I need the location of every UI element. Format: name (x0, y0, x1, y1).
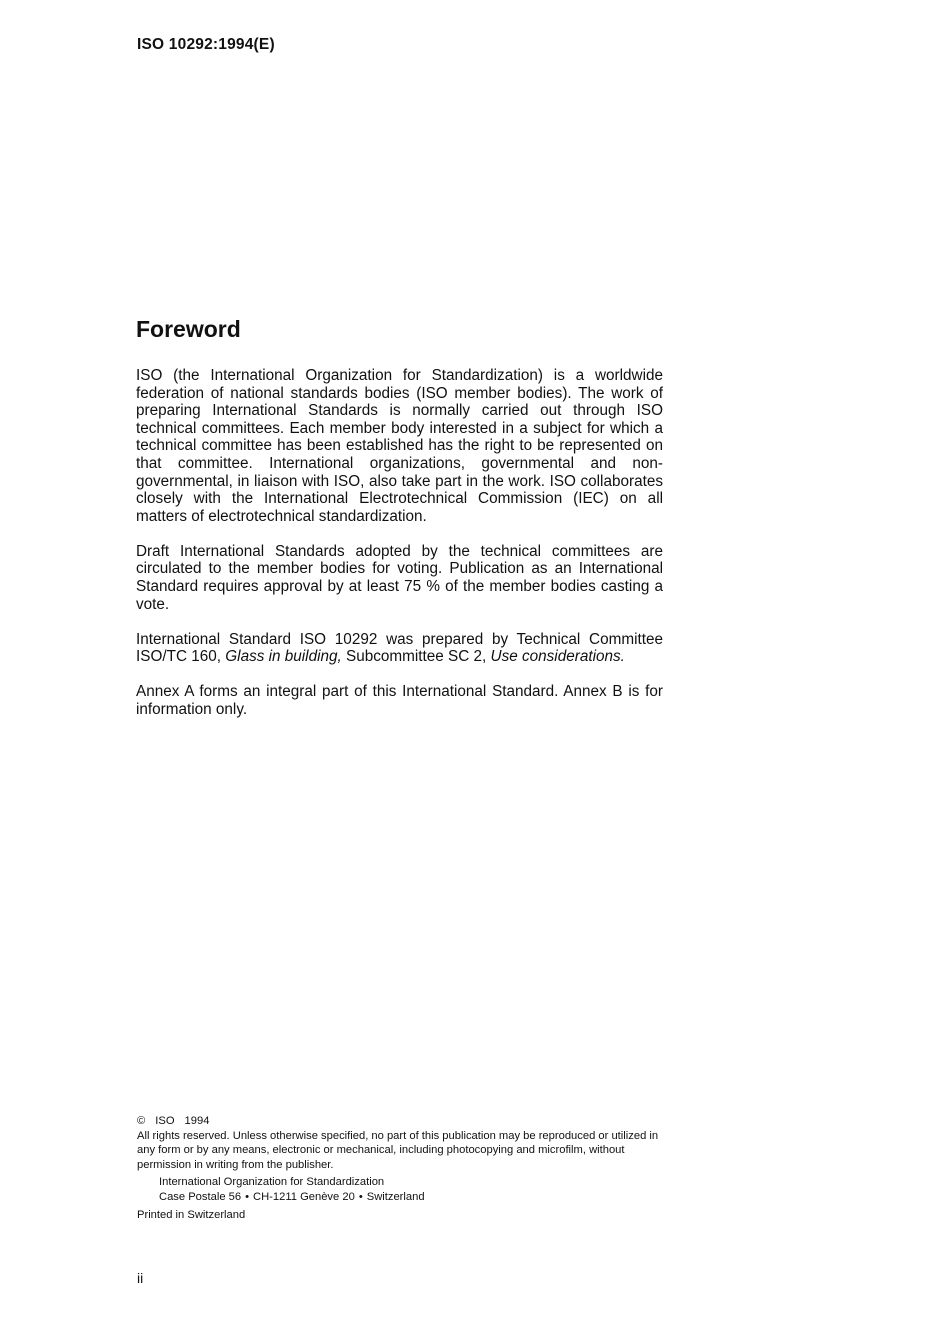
bullet-separator: • (245, 1190, 250, 1203)
subcommittee-name: Use considerations. (490, 648, 625, 666)
publisher-address (137, 1175, 677, 1204)
page-number: ii (137, 1270, 144, 1286)
address-country: Switzerland (366, 1190, 425, 1203)
copyright-org: ISO (155, 1115, 175, 1127)
copyright-line (137, 1114, 677, 1129)
copyright-year: 1994 (184, 1115, 210, 1127)
paragraph-iso-intro: ISO (the International Organization for Standardization) is a worldwide federation of national standards bodies (ISO member bodies). The work of preparing International Standards is normally carried out through ISO technical committees. Each member body interested in a subject for which a technical committee has been established has the right to be represented on that committee. International organizations, governmental and non-governmental, in liaison with ISO, also take part in the work. ISO collaborates closely with the International Electrotechnical Commission (IEC) on all matters of electrotechnical standardization. (136, 367, 663, 525)
preparation-text-2: Subcommittee SC 2, (341, 648, 491, 666)
document-id-header: ISO 10292:1994(E) (137, 36, 275, 53)
paragraph-preparation (136, 631, 663, 666)
page-title: Foreword (136, 316, 241, 342)
preparation-text-1: International Standard ISO 10292 was prepared by Technical Committee ISO/TC 160, (136, 630, 663, 666)
paragraph-annexes: Annex A forms an integral part of this International Standard. Annex B is for information only. (136, 683, 663, 718)
copyright-footer (137, 1114, 677, 1222)
address-postbox: Case Postale 56 (159, 1190, 242, 1203)
bullet-separator: • (358, 1190, 363, 1203)
foreword-body (136, 367, 663, 736)
printed-in: Printed in Switzerland (137, 1208, 246, 1221)
address-city: CH-1211 Genève 20 (253, 1190, 355, 1203)
paragraph-draft-standards: Draft International Standards adopted by the technical committees are circulated to the member bodies for voting. Publication as an International Standard requires approval by at least 75 % of the member bodies casting a vote. (136, 542, 663, 613)
rights-notice: All rights reserved. Unless otherwise specified, no part of this publication may be reproduced or utilized in any form or by any means, electronic or mechanical, including photocopying and microfilm, without permission in writing from the publisher. (137, 1129, 659, 1171)
org-name: International Organization for Standardization (159, 1176, 385, 1189)
committee-name: Glass in building, (225, 648, 342, 666)
address-line (159, 1190, 677, 1205)
copyright-symbol: © (137, 1115, 146, 1127)
